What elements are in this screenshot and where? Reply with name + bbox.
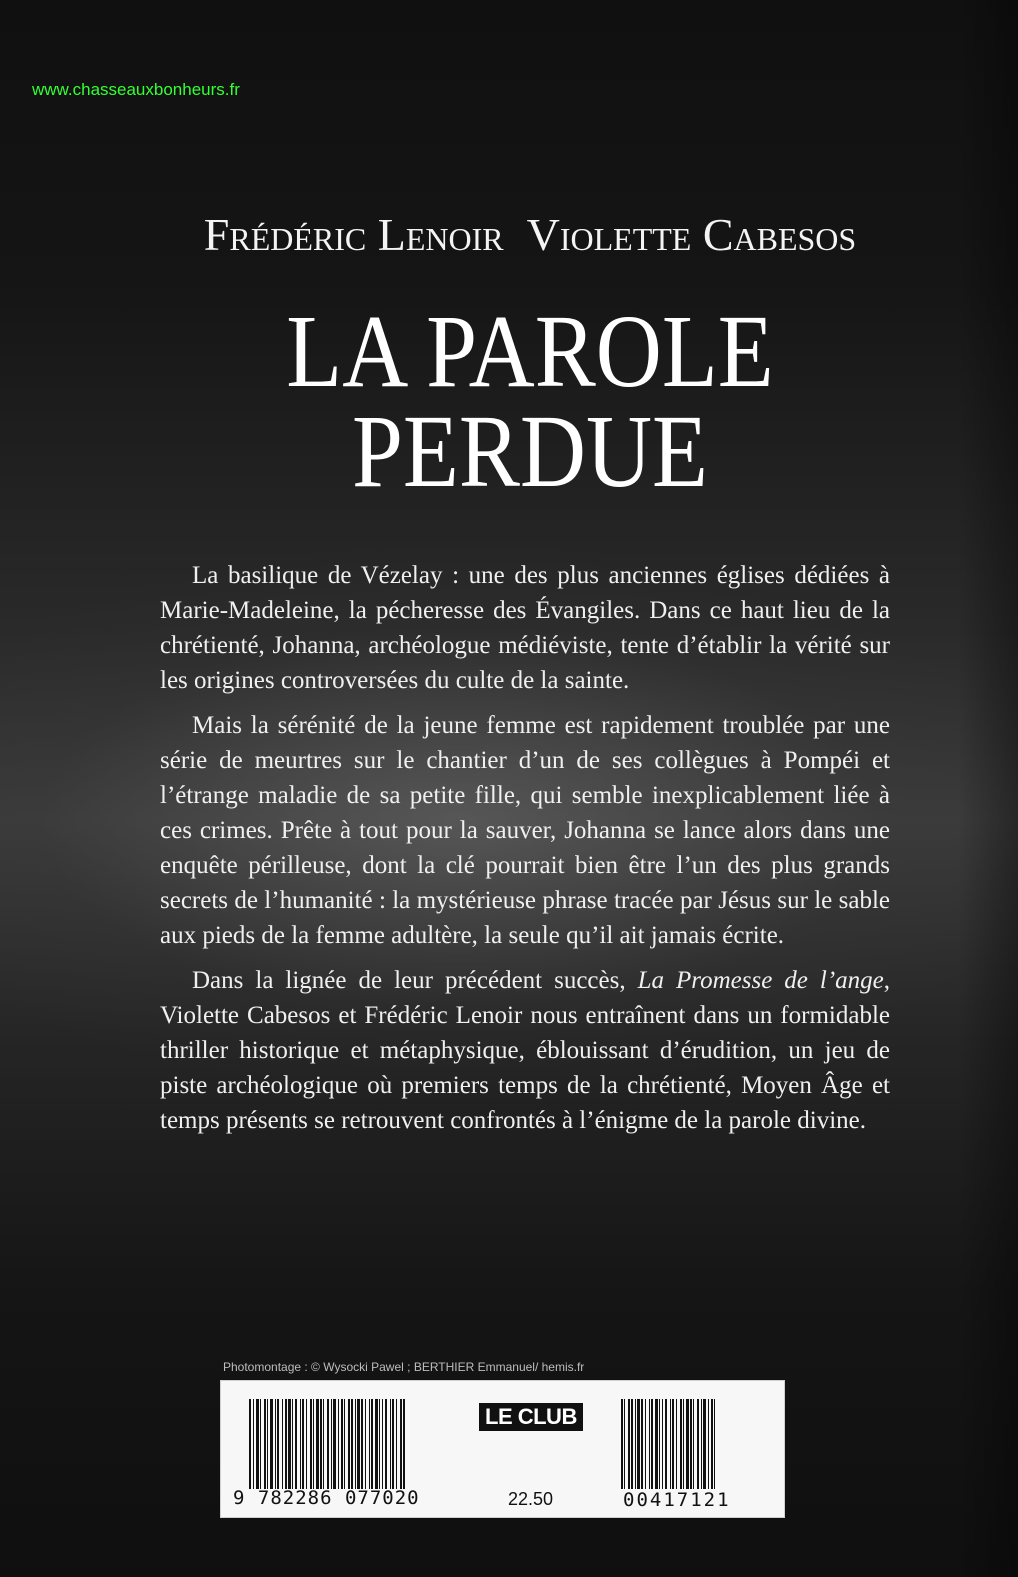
reference-number: 00417121 (623, 1489, 731, 1511)
synopsis-p3-start: Dans la lignée de leur précédent succès, (192, 967, 638, 994)
reference-barcode (621, 1399, 717, 1489)
book-title-line-1: LA PAROLE (286, 294, 774, 409)
barcode-space (715, 1399, 717, 1489)
photo-credit: Photomontage : © Wysocki Pawel ; BERTHIER Emmanuel/ hemis.fr (223, 1360, 585, 1374)
price: 22.50 (508, 1489, 554, 1509)
book-title-line-2: PERDUE (352, 394, 708, 509)
author-1: Frédéric Lenoir (203, 209, 504, 260)
authors-line (150, 208, 910, 261)
synopsis (160, 558, 890, 1148)
author-2: Violette Cabesos (526, 209, 857, 260)
isbn-number: 9 782286 077020 (233, 1487, 420, 1509)
synopsis-paragraph-1: La basilique de Vézelay : une des plus anciennes églises dédiées à Marie-Madeleine, la pécheresse des Évangiles. Dans ce haut lieu de la chrétienté, Johanna, archéologue médiéviste, tente d’établir la vérité sur les origines controversées du culte de la sainte. (160, 562, 890, 694)
barcode-label (220, 1380, 785, 1518)
synopsis-paragraph-2: Mais la sérénité de la jeune femme est rapidement troublée par une série de meurtres sur le chantier d’un de ses collègues à Pompéi et l’étrange maladie de sa petite fille, qui semble inexplicablement liée à ces crimes. Prête à tout pour la sauver, Johanna se lance alors dans une enquête périlleuse, dont la clé pourrait bien être l’un des plus grands secrets de l’humanité : la mystérieuse phrase tracée par Jésus sur le sable aux pieds de la femme adultère, la seule qu’il ait jamais écrite. (160, 712, 890, 949)
barcode-bar (403, 1399, 405, 1489)
le-club-logo: LE CLUB (479, 1403, 583, 1431)
synopsis-p3-end: , Violette Cabesos et Frédéric Lenoir nous entraînent dans un formidable thriller historique et métaphysique, éblouissant d’érudition, un jeu de piste archéologique où premiers temps de la chrétienté, Moyen Âge et temps présents se retrouvent confrontés à l’énigme de la parole divine. (160, 967, 890, 1134)
synopsis-paragraph-3 (160, 963, 890, 1138)
watermark-url: www.chasseauxbonheurs.fr (32, 80, 240, 99)
isbn-barcode (249, 1399, 405, 1489)
previous-book-title: La Promesse de l’ange (637, 967, 884, 994)
